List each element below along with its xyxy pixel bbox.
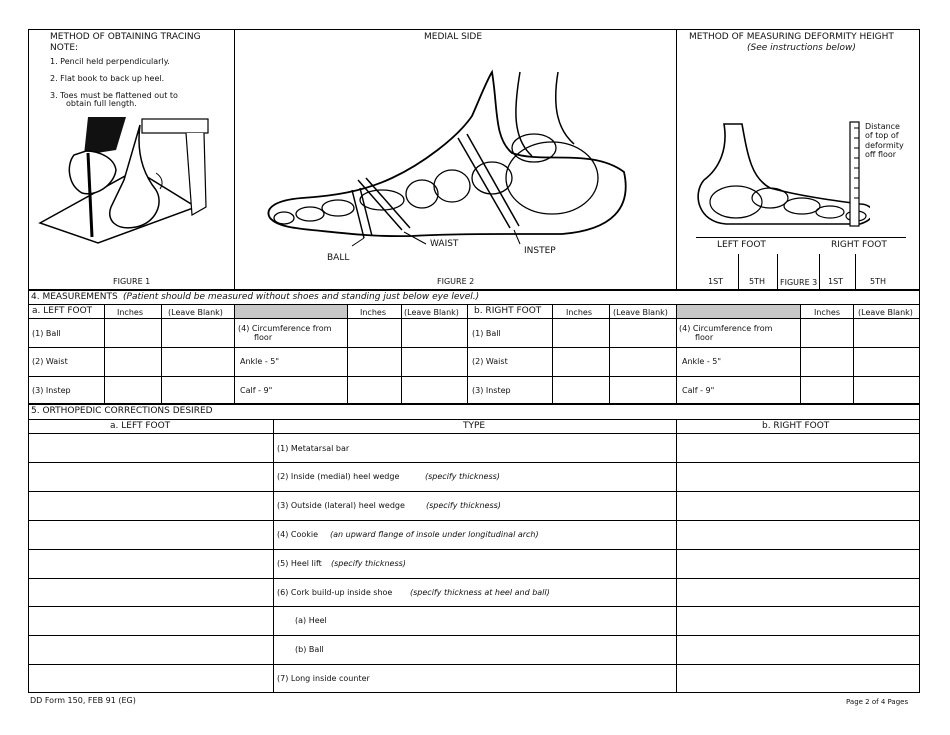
correction-item-3-note: (specify thickness) bbox=[426, 501, 501, 510]
medial-label-ball: BALL bbox=[327, 253, 350, 263]
page-number: Page 2 of 4 Pages bbox=[846, 698, 909, 706]
left-circ-label-floor: floor bbox=[254, 333, 273, 342]
distance-label-1: Distance bbox=[865, 122, 900, 131]
right-circ-label-floor: floor bbox=[695, 333, 714, 342]
measurements-left-header: a. LEFT FOOT bbox=[32, 306, 93, 316]
figure-3-caption: FIGURE 3 bbox=[780, 278, 818, 287]
measurements-right-header: b. RIGHT FOOT bbox=[474, 306, 542, 316]
tracing-title: METHOD OF OBTAINING TRACING bbox=[50, 32, 201, 42]
correction-item-2-note: (specify thickness) bbox=[425, 472, 500, 481]
right-circ-ankle: Ankle - 5" bbox=[682, 357, 722, 366]
right-circ-calf: Calf - 9" bbox=[682, 386, 715, 395]
fig3-right-5th: 5TH bbox=[870, 277, 886, 286]
left-circ-ankle: Ankle - 5" bbox=[240, 357, 280, 366]
deformity-title: METHOD OF MEASURING DEFORMITY HEIGHT bbox=[689, 32, 894, 42]
distance-label-4: off floor bbox=[865, 150, 897, 159]
corrections-left-header: a. LEFT FOOT bbox=[110, 421, 171, 431]
tracing-note-3b: obtain full length. bbox=[66, 99, 137, 108]
form-id: DD Form 150, FEB 91 (EG) bbox=[30, 696, 136, 705]
corrections-title: 5. ORTHOPEDIC CORRECTIONS DESIRED bbox=[31, 406, 213, 416]
correction-item-6b: (b) Ball bbox=[295, 645, 324, 654]
correction-item-1: (1) Metatarsal bar bbox=[277, 444, 350, 453]
distance-label-3: deformity bbox=[865, 141, 904, 150]
tracing-note-1: 1. Pencil held perpendicularly. bbox=[50, 57, 170, 66]
deformity-subtitle: (See instructions below) bbox=[747, 43, 856, 53]
corrections-type-header: TYPE bbox=[463, 421, 486, 431]
right-circ-inches-header: Inches bbox=[814, 308, 840, 317]
correction-item-6: (6) Cork build-up inside shoe bbox=[277, 588, 393, 597]
fig3-left-foot: LEFT FOOT bbox=[717, 240, 766, 250]
left-circ-label: (4) Circumference from bbox=[238, 324, 332, 333]
fig3-left-1st: 1ST bbox=[708, 277, 724, 286]
tracing-illustration bbox=[36, 115, 216, 250]
figure-1-caption: FIGURE 1 bbox=[113, 277, 151, 286]
corrections-right-header: b. RIGHT FOOT bbox=[762, 421, 830, 431]
right-leave-blank-header: (Leave Blank) bbox=[613, 308, 668, 317]
left-row-instep: (3) Instep bbox=[32, 386, 71, 395]
distance-label-2: of top of bbox=[865, 131, 899, 140]
left-row-ball: (1) Ball bbox=[32, 329, 61, 338]
measurements-left-gray bbox=[235, 305, 347, 318]
left-leave-blank-header: (Leave Blank) bbox=[168, 308, 223, 317]
right-row-instep: (3) Instep bbox=[472, 386, 511, 395]
correction-item-3: (3) Outside (lateral) heel wedge bbox=[277, 501, 405, 510]
tracing-note-3: 3. Toes must be flattened out to bbox=[50, 91, 178, 100]
correction-item-6-note: (specify thickness at heel and ball) bbox=[410, 588, 550, 597]
figure-2-caption: FIGURE 2 bbox=[437, 277, 475, 286]
measurements-right-gray bbox=[677, 305, 800, 318]
correction-item-7: (7) Long inside counter bbox=[277, 674, 370, 683]
corrections-row-divider bbox=[28, 664, 920, 665]
fig3-left-5th: 5TH bbox=[749, 277, 765, 286]
right-row-ball: (1) Ball bbox=[472, 329, 501, 338]
correction-item-4-note: (an upward flange of insole under longitudinal arch) bbox=[330, 530, 539, 539]
tracing-note-2: 2. Flat book to back up heel. bbox=[50, 74, 165, 83]
right-row-waist: (2) Waist bbox=[472, 357, 508, 366]
left-circ-calf: Calf - 9" bbox=[240, 386, 273, 395]
corrections-row-divider bbox=[28, 462, 920, 463]
correction-item-4: (4) Cookie bbox=[277, 530, 319, 539]
medial-label-instep: INSTEP bbox=[524, 246, 556, 256]
medial-title: MEDIAL SIDE bbox=[424, 32, 483, 42]
fig3-right-foot: RIGHT FOOT bbox=[831, 240, 887, 250]
corrections-row-divider bbox=[28, 635, 920, 636]
medial-label-waist: WAIST bbox=[430, 239, 459, 249]
corrections-row-divider bbox=[28, 606, 920, 607]
right-circ-label: (4) Circumference from bbox=[679, 324, 773, 333]
corrections-row-divider bbox=[28, 549, 920, 550]
left-inches-header: Inches bbox=[117, 308, 143, 317]
left-row-waist: (2) Waist bbox=[32, 357, 68, 366]
medial-foot-illustration bbox=[262, 68, 634, 250]
corrections-row-divider bbox=[28, 491, 920, 492]
correction-item-5-note: (specify thickness) bbox=[331, 559, 406, 568]
measurements-instruction: (Patient should be measured without shoes and standing just below eye level.) bbox=[123, 292, 480, 302]
left-circ-leave-blank-header: (Leave Blank) bbox=[404, 308, 459, 317]
right-circ-leave-blank-header: (Leave Blank) bbox=[858, 308, 913, 317]
correction-item-5: (5) Heel lift bbox=[277, 559, 322, 568]
correction-item-2: (2) Inside (medial) heel wedge bbox=[277, 472, 400, 481]
left-circ-inches-header: Inches bbox=[360, 308, 386, 317]
corrections-row-divider bbox=[28, 520, 920, 521]
tracing-note-label: NOTE: bbox=[50, 43, 79, 53]
deformity-illustration bbox=[690, 118, 870, 230]
fig3-right-1st: 1ST bbox=[828, 277, 844, 286]
corrections-row-divider bbox=[28, 578, 920, 579]
measurements-title: 4. MEASUREMENTS bbox=[31, 292, 118, 302]
correction-item-6a: (a) Heel bbox=[295, 616, 327, 625]
right-inches-header: Inches bbox=[566, 308, 592, 317]
